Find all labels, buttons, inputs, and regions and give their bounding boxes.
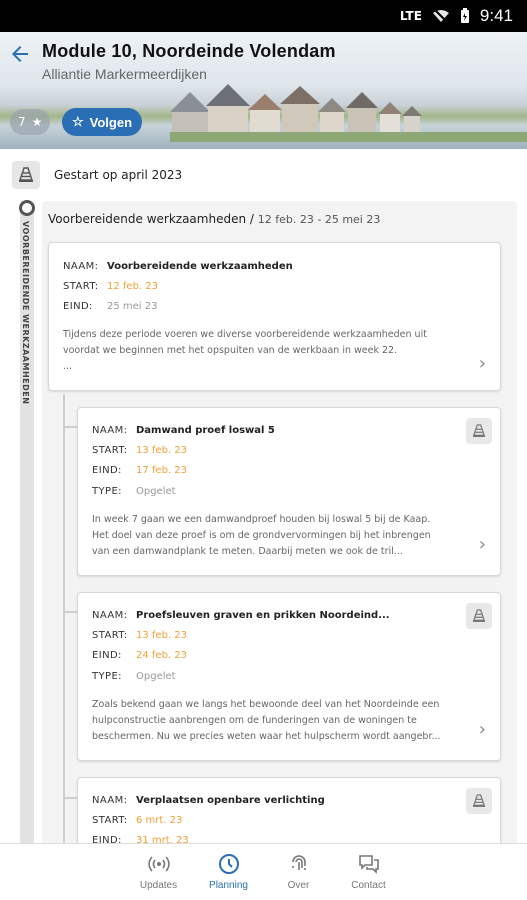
wifi-off-icon <box>432 9 450 23</box>
description-line: voordat we beginnen met het opspuiten van de werkbaan in week 22. <box>63 345 398 356</box>
status-bar <box>0 0 527 32</box>
phase-vertical-label: VOORBEREIDENDE WERKZAAMHEDEN <box>21 221 30 405</box>
description-line: Tijdens deze periode voeren we diverse voorbereidende werkzaamheden uit <box>63 329 427 340</box>
bottom-navigation <box>0 843 527 900</box>
card-name: Proefsleuven graven en prikken Noordeind... <box>136 610 390 621</box>
follower-count: 7 <box>18 115 26 129</box>
star-outline-icon: ☆ <box>72 114 84 129</box>
back-arrow-icon[interactable] <box>8 42 36 70</box>
nav-planning[interactable] <box>205 852 253 900</box>
card-start-date: 6 mrt. 23 <box>136 815 183 826</box>
start-label: START: <box>92 630 128 641</box>
description-line: hulpconstructie aanbrengen om de funderingen van de woningen te <box>92 715 417 726</box>
card-description <box>63 327 427 375</box>
card-end-date: 31 mrt. 23 <box>136 835 189 843</box>
card-name: Verplaatsen openbare verlichting <box>136 795 325 806</box>
fingerprint-icon <box>287 852 311 876</box>
naam-label: NAAM: <box>92 795 128 806</box>
broadcast-icon <box>147 852 171 876</box>
card-row-eind <box>92 650 187 661</box>
naam-label: NAAM: <box>92 610 128 621</box>
phase-marker <box>19 200 35 216</box>
header-background-image <box>170 62 527 142</box>
card-end-date: 24 feb. 23 <box>136 650 188 661</box>
phase-dates: 12 feb. 23 - 25 mei 23 <box>257 213 381 226</box>
sub-timeline-line <box>63 394 65 843</box>
card-row-eind <box>92 465 187 476</box>
planning-timeline[interactable] <box>0 149 527 843</box>
card-row-naam <box>92 610 390 621</box>
card-row-start <box>92 815 182 826</box>
follower-count-badge <box>10 109 50 135</box>
project-header <box>0 32 527 149</box>
timeline-connector <box>63 797 77 799</box>
page-title: Module 10, Noordeinde Volendam <box>42 41 336 61</box>
traffic-cone-icon <box>466 603 492 629</box>
naam-label: NAAM: <box>92 425 128 436</box>
eind-label: EIND: <box>92 465 122 476</box>
phase-name: Voorbereidende werkzaamheden <box>48 212 247 226</box>
start-label: START: <box>92 815 128 826</box>
battery-icon <box>460 8 470 24</box>
card-row-start <box>92 630 187 641</box>
card-row-type <box>92 671 176 682</box>
nav-contact[interactable] <box>345 852 393 900</box>
description-line: van een damwandplank te meten. Daarbij meten we ook de tril... <box>92 546 403 557</box>
description-line: beschermen. Nu we precies weten waar het hulpscherm wordt aangebr... <box>92 731 441 742</box>
activity-card[interactable] <box>77 407 501 576</box>
network-type: LTE <box>399 9 422 23</box>
card-description <box>92 697 441 745</box>
star-filled-icon: ★ <box>31 115 43 129</box>
card-type: Opgelet <box>136 486 176 497</box>
chevron-right-icon: › <box>478 353 486 374</box>
nav-over[interactable] <box>275 852 323 900</box>
nav-label: Over <box>287 880 310 891</box>
type-label: TYPE: <box>92 486 122 497</box>
phase-card[interactable] <box>48 242 501 391</box>
clock: 9:41 <box>479 6 513 25</box>
activity-card[interactable] <box>77 592 501 761</box>
card-end-date: 17 feb. 23 <box>136 465 188 476</box>
start-label: START: <box>92 445 128 456</box>
phase-heading: Voorbereidende werkzaamheden / 12 feb. 23 - 25 mei 23 <box>48 212 381 226</box>
card-type: Opgelet <box>136 671 176 682</box>
nav-label: Planning <box>209 880 248 891</box>
card-end-date: 25 mei 23 <box>107 301 158 312</box>
traffic-cone-icon <box>466 788 492 814</box>
activity-card[interactable] <box>77 777 501 843</box>
eind-label: EIND: <box>92 650 122 661</box>
eind-label: EIND: <box>63 301 93 312</box>
card-start-date: 12 feb. 23 <box>107 281 159 292</box>
description-line: ... <box>63 361 73 372</box>
follow-button-label: Volgen <box>89 114 133 130</box>
started-text: Gestart op april 2023 <box>54 168 183 182</box>
started-row <box>12 161 182 189</box>
card-row-naam <box>63 261 293 272</box>
traffic-cone-icon <box>466 418 492 444</box>
card-row-start <box>92 445 187 456</box>
nav-updates[interactable] <box>135 852 183 900</box>
description-line: In week 7 gaan we een damwandproef houden bij loswal 5 bij de Kaap. <box>92 514 431 525</box>
project-organization: Alliantie Markermeerdijken <box>42 66 207 82</box>
naam-label: NAAM: <box>63 261 99 272</box>
chat-icon <box>357 852 381 876</box>
description-line: Zoals bekend gaan we langs het bewoonde deel van het Noordeinde een <box>92 699 440 710</box>
timeline-connector <box>63 426 77 428</box>
nav-label: Updates <box>139 880 178 891</box>
clock-icon <box>217 852 241 876</box>
card-row-start <box>63 281 158 292</box>
follow-button[interactable] <box>62 108 142 136</box>
timeline-connector <box>63 611 77 613</box>
card-row-eind <box>63 301 157 312</box>
card-row-type <box>92 486 176 497</box>
card-description <box>92 512 431 560</box>
card-row-eind <box>92 835 189 843</box>
card-start-date: 13 feb. 23 <box>136 445 188 456</box>
card-name: Damwand proef loswal 5 <box>136 425 275 436</box>
chevron-right-icon: › <box>478 719 486 740</box>
card-name: Voorbereidende werkzaamheden <box>107 261 293 272</box>
chevron-right-icon: › <box>478 534 486 555</box>
nav-label: Contact <box>351 880 386 891</box>
description-line: Het doel van deze proef is om de grondvervormingen bij het inbrengen <box>92 530 431 541</box>
traffic-cone-icon <box>12 161 40 189</box>
card-row-naam <box>92 795 325 806</box>
card-row-naam <box>92 425 275 436</box>
start-label: START: <box>63 281 99 292</box>
type-label: TYPE: <box>92 671 122 682</box>
eind-label: EIND: <box>92 835 122 843</box>
card-start-date: 13 feb. 23 <box>136 630 188 641</box>
